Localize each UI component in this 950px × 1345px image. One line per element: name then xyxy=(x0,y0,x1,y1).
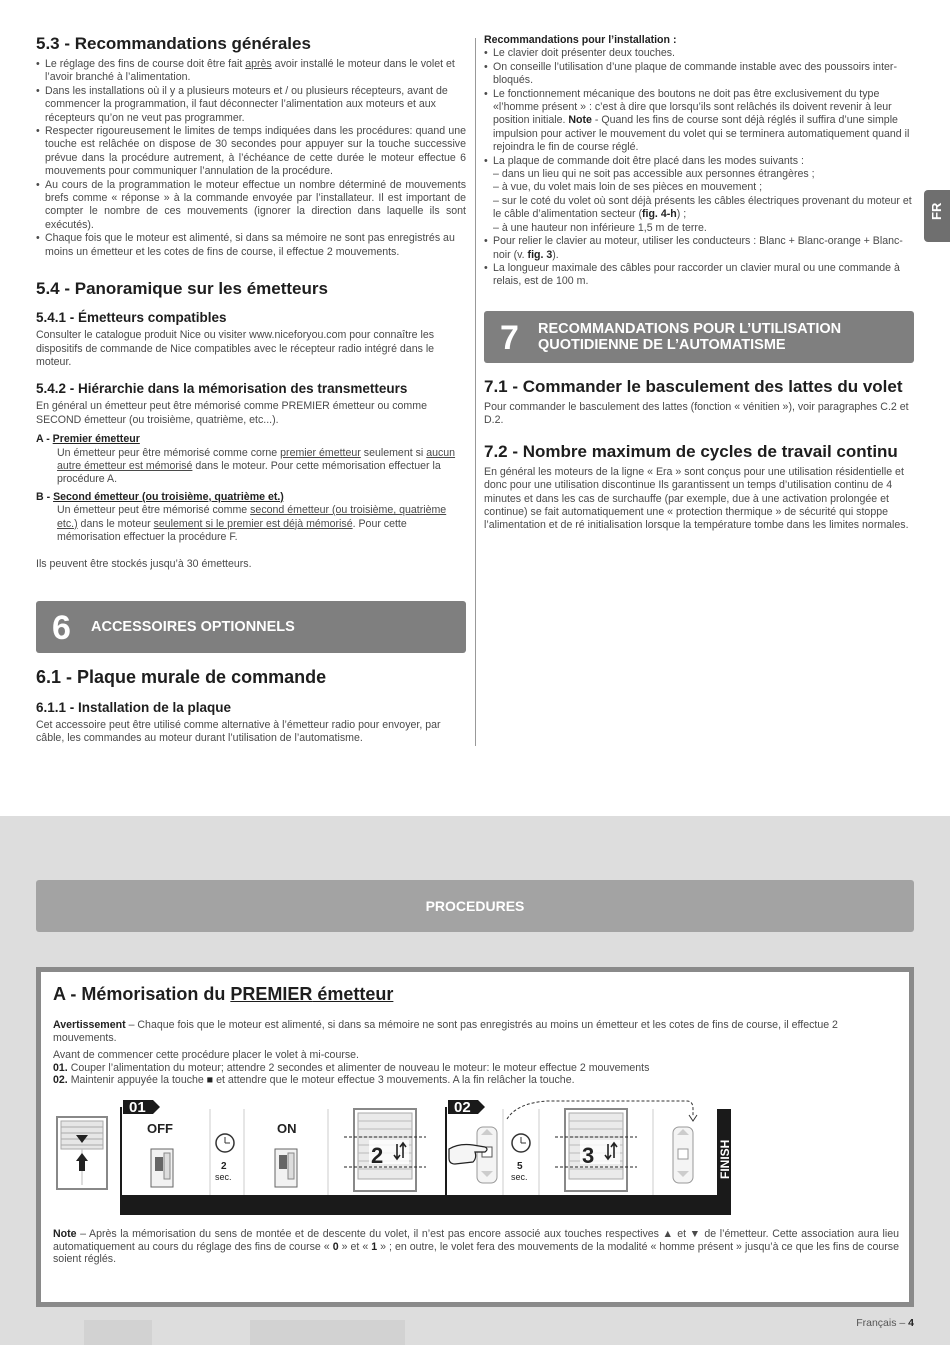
breaker-off-icon xyxy=(151,1149,173,1187)
window-shutter-moves-icon xyxy=(555,1109,637,1191)
list-item: • Le fonctionnement mécanique des boutons ne doit pas être exclusivement du type «l’homme présent » : c’est à dire que lorsqu’ils sont relâchés ils doivent revenir à leur position initiale. Note - Quand les fins de course sont déjà réglés il suffira d’une simple impulsion pour activer le mouvement du volet qui se terminera automatiquement quand il rejoindra le fin de course réglé. xyxy=(484,88,914,155)
section-5-4-1-title: 5.4.1 - Émetteurs compatibles xyxy=(36,310,227,326)
footer-language: Français – xyxy=(856,1317,909,1329)
section-7-1-text: Pour commander le basculement des lattes (fonction « vénitien »), voir paragraphes C.2 et D.2. xyxy=(484,401,909,427)
transmitter-released-icon xyxy=(673,1127,693,1183)
finish-label: FINISH xyxy=(718,1139,732,1179)
warning-text: Avertissement – Chaque fois que le moteur est alimenté, si dans sa mémoire ne sont pas enregistrés au moins un émetteur et les cotes de fins de course, il effectue 2 mouvements. xyxy=(53,1019,838,1044)
clock-icon xyxy=(216,1134,234,1152)
list-item: – à une hauteur non inférieure 1,5 m de terre. xyxy=(493,221,707,234)
list-item: • La plaque de commande doit être placé dans les modes suivants : xyxy=(484,155,914,168)
install-list xyxy=(484,47,914,168)
list-item: • Respecter rigoureusement le limites de temps indiquées dans les procédures: quand une touche est relâchée on dispose de 30 secondes pour appuyer sur la touche successive prévue dans la procédure autrement, à l’échéance de cette durée le moteur effectue 6 mouvements pour communiquer l’annulation de la procédure. xyxy=(36,125,466,179)
section-7-title-line2: QUOTIDIENNE DE L’AUTOMATISME xyxy=(538,337,786,353)
movement-count-1: 2 xyxy=(371,1143,384,1168)
figure-timeline-bar xyxy=(121,1195,731,1215)
column-divider xyxy=(475,38,476,746)
section-5-4-1-text: Consulter le catalogue produit Nice ou visiter www.niceforyou.com pour connaître les dispositifs de commande de Nice compatibles avec le récepteur radio intégré dans le moteur. xyxy=(36,329,435,368)
section-5-4-2-text: En général un émetteur peut être mémorisé comme PREMIER émetteur ou comme SECOND émetteur (ou troisième, quatrième, etc...). xyxy=(36,400,427,426)
left-column xyxy=(36,34,466,572)
on-label: ON xyxy=(277,1121,297,1136)
clock-icon xyxy=(512,1134,530,1152)
item-b-text: Un émetteur peut être mémorisé comme second émetteur (ou troisième, quatrième etc.) dans le moteur seulement si le premier est déjà mémorisé. Pour cette mémorisation effectuer la procédure F. xyxy=(57,504,447,543)
section-6-1-title: 6.1 - Plaque murale de commande xyxy=(36,667,327,687)
list-item: • Dans les installations où il y a plusieurs moteurs et / ou plusieurs récepteurs, avant de commencer la programmation, il faut déconnecter l’alimentation aux moteurs et aux récepteurs qu’on ne veut pas programmer. xyxy=(36,85,466,125)
timer-2-unit: sec. xyxy=(511,1172,528,1182)
section-6-content xyxy=(36,667,466,746)
step-2: 02. Maintenir appuyée la touche ■ et attendre que le moteur effectue 3 mouvements. A la fin relâcher la touche. xyxy=(53,1074,575,1087)
item-b-label: Second émetteur (ou troisième, quatrième et.) xyxy=(53,490,284,503)
right-column xyxy=(484,34,914,289)
section-7-2-text: En général les moteurs de la ligne « Era » sont conçus pour une utilisation résidentielle et donc pour une utilisation discontinue Ils garantissent un temps d’utilisation continu de 4 minutes et dans les cas de surchauffe (par exemple, due à une activation prolongée et continue) se fait automatiquement une « protection thermique » de sécurité qui stoppe l’alimentation et de ré initialisation lorsque la température tombe dans les limites normales. xyxy=(484,465,909,532)
stock-text: Ils peuvent être stockés jusqu’à 30 émetteurs. xyxy=(36,558,252,571)
procedure-a-text xyxy=(53,1019,899,1087)
section-5-4-2-title: 5.4.2 - Hiérarchie dans la mémorisation des transmetteurs xyxy=(36,381,408,397)
timer-2-value: 5 xyxy=(517,1161,523,1172)
section-6-number: 6 xyxy=(52,609,71,647)
step-1: 01. Couper l’alimentation du moteur; attendre 2 secondes et alimenter de nouveau le moteur: le moteur effectue 2 mouvements xyxy=(53,1061,650,1074)
procedure-a-title: A - Mémorisation du PREMIER émetteur xyxy=(53,984,394,1004)
section-7-1-title: 7.1 - Commander le basculement des lattes du volet xyxy=(484,377,903,396)
item-a-label: Premier émetteur xyxy=(52,433,140,446)
before-text: Avant de commencer cette procédure placer le volet à mi-course. xyxy=(53,1049,359,1062)
procedure-figure xyxy=(41,1097,909,1222)
install-title: Recommandations pour l’installation : xyxy=(484,34,677,46)
window-shutter-mid-icon xyxy=(57,1117,107,1189)
section-7-header xyxy=(484,311,914,363)
movement-count-2: 3 xyxy=(582,1143,595,1168)
list-item: • Pour relier le clavier au moteur, utiliser les conducteurs : Blanc + Blanc-orange + Blanc-noir (v. fig. 3). xyxy=(484,235,914,262)
list-item: • Le réglage des fins de course doit être fait après avoir installé le moteur dans le volet et l’avoir branché à l’alimentation. xyxy=(36,58,466,85)
install-dash-list xyxy=(484,168,914,235)
section-6-1-1-title: 6.1.1 - Installation de la plaque xyxy=(36,700,232,715)
list-item: – dans un lieu qui ne soit pas accessible aux personnes étrangères ; xyxy=(493,168,815,181)
section-7-title-line1: RECOMMANDATIONS POUR L’UTILISATION xyxy=(538,321,842,337)
footer-strip xyxy=(250,1320,405,1345)
page-footer xyxy=(856,1317,914,1329)
section-7-number: 7 xyxy=(500,319,519,357)
procedure-a-note: Note – Après la mémorisation du sens de montée et de descente du volet, il n’est pas encore associé aux touches respectives ▲ et ▼ de l’émetteur. Cette association aura lieu automatiquement au cours du réglage des fins de course « 0 » et « 1 » ; en outre, le volet fera des mouvements de la modalité « homme présent » jusqu’à ce que les fins de course soient réglés. xyxy=(53,1228,899,1266)
section-6-1-1-text: Cet accessoire peut être utilisé comme alternative à l’émetteur radio pour envoyer, par câble, les commandes au moteur durant l’utilisation de l’automatisme. xyxy=(36,719,441,745)
section-5-3-title: 5.3 - Recommandations générales xyxy=(36,34,311,53)
list-item: – à vue, du volet mais loin de ses pièces en mouvement ; xyxy=(493,181,763,194)
list-item: • La longueur maximale des câbles pour raccorder un clavier mural ou une commande à relais, est de 100 m. xyxy=(484,262,914,289)
window-shutter-moves-icon xyxy=(344,1109,426,1191)
step-tag-01-label: 01 xyxy=(129,1099,146,1116)
timer-1-value: 2 xyxy=(221,1161,227,1172)
hand-pressing-button-icon xyxy=(449,1127,497,1183)
section-6-title: ACCESSOIRES OPTIONNELS xyxy=(91,619,295,635)
install-list-2 xyxy=(484,235,914,289)
language-tab-label: FR xyxy=(929,202,944,220)
breaker-on-icon xyxy=(275,1149,297,1187)
section-5-4-title: 5.4 - Panoramique sur les émetteurs xyxy=(36,279,328,299)
timer-1-unit: sec. xyxy=(215,1172,232,1182)
item-b: B - Second émetteur (ou troisième, quatrième et.) xyxy=(36,490,284,503)
section-5-3-list xyxy=(36,58,466,259)
step-tag-02-label: 02 xyxy=(454,1099,471,1116)
list-item: – sur le coté du volet où sont déjà présents les câbles électriques provenant du moteur et le câble d’alimentation secteur (fig. 4-h) ; xyxy=(493,194,912,221)
procedures-bar-label: PROCEDURES xyxy=(425,898,525,914)
section-6-header xyxy=(36,601,466,653)
section-7-content xyxy=(484,377,914,533)
list-item: • Le clavier doit présenter deux touches. xyxy=(484,47,914,60)
item-a: A - Premier émetteur xyxy=(36,433,140,446)
item-a-text: Un émetteur peur être mémorisé comme corne premier émetteur seulement si aucun autre émetteur est mémorisé dans le moteur. Pour cette mémorisation effectuer la procédure A. xyxy=(57,446,456,486)
page-number: 4 xyxy=(908,1317,914,1329)
language-tab xyxy=(924,190,950,242)
procedures-bar xyxy=(36,880,914,932)
list-item: • Au cours de la programmation le moteur effectue un nombre déterminé de mouvements brefs comme « réponse » à la commande envoyée par l’installateur. Il est important de compter le nombre de ces mouvements (ignorer la direction dans laquelle ils sont exécutés). xyxy=(36,179,466,233)
section-7-2-title: 7.2 - Nombre maximum de cycles de travail continu xyxy=(484,441,898,461)
list-item: • On conseille l’utilisation d’une plaque de commande instable avec des poussoirs inter-bloqués. xyxy=(484,61,914,88)
off-label: OFF xyxy=(147,1121,173,1136)
footer-strip xyxy=(84,1320,152,1345)
list-item: • Chaque fois que le moteur est alimenté, si dans sa mémoire ne sont pas enregistrés au moins un émetteur et les cotes de fins de course, il effectue 2 mouvements. xyxy=(36,232,466,259)
procedure-a-box xyxy=(36,967,914,1307)
